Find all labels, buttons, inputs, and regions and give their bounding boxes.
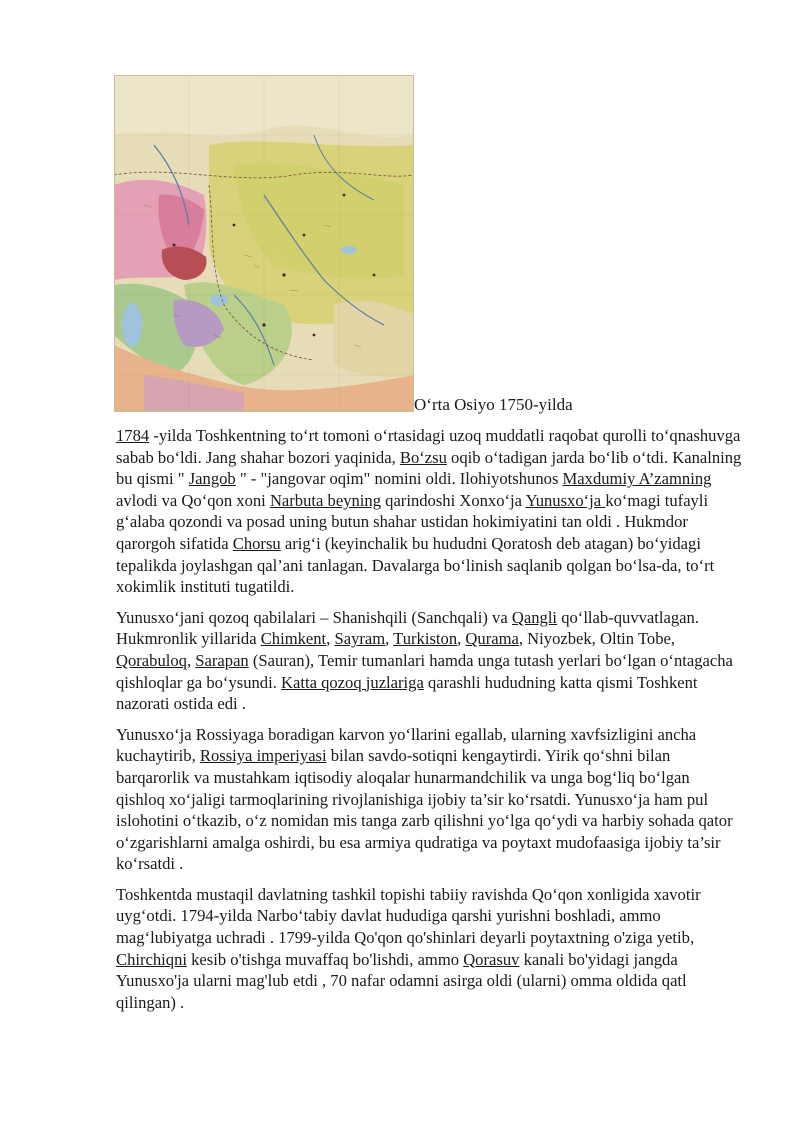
inline-link[interactable]: Narbuta beyning xyxy=(269,490,381,510)
inline-link[interactable]: Chorsu xyxy=(232,533,281,553)
paragraph-4 xyxy=(116,884,742,1014)
paragraph-text: ko‘magi tufayli g‘alaba qozondi va posad uning butun shahar ustidan hokimiyatini tan oldi . Hukmdor qarorgoh sifatida xyxy=(116,490,709,553)
map-illustration xyxy=(114,75,414,412)
paragraph-text: , Niyozbek, Oltin Tobe, xyxy=(518,629,676,649)
paragraph-text: , xyxy=(457,629,466,649)
paragraph-text: qo‘llab-quvvatlagan. Hukmronlik yillarida xyxy=(116,607,699,649)
inline-link[interactable]: Chimkent xyxy=(260,629,327,649)
paragraph-text: oqib o‘tadigan jarda bo‘lib o‘tdi. Kanalning bu qismi " xyxy=(116,447,742,489)
article-body xyxy=(116,425,742,1022)
inline-link[interactable]: Sarapan xyxy=(195,650,249,670)
paragraph-text: Yunusxo‘ja Rossiyaga boradigan karvon yo‘llarini egallab, ularning xavfsizligini ancha kuchaytirib, xyxy=(116,724,697,766)
paragraph-text: kesib o'tishga muvaffaq bo'lishdi, ammo xyxy=(186,949,464,969)
paragraph-text: Yunusxo‘jani qozoq qabilalari – Shanishqili (Sanchqali) va xyxy=(116,607,512,627)
inline-link[interactable]: Qorabuloq xyxy=(116,650,187,670)
inline-link[interactable]: Qorasuv xyxy=(463,949,520,969)
inline-link[interactable]: Qurama xyxy=(465,629,519,649)
inline-link[interactable]: Qangli xyxy=(511,607,558,627)
paragraph-text: , xyxy=(326,629,335,649)
paragraph-text: bilan savdo-sotiqni kengaytirdi. Yirik qo‘shni bilan barqarorlik va mustahkam iqtisodiy aloqalar hunarmandchilik va unga bog‘liq bo‘lgan qishloq xo‘jaligi tarmoqlarining rivojlanishiga ijobiy ta’sir ko‘rsatdi. Yunusxo‘ja ham pul islohotini o‘tkazib, o‘z nomidan mis tanga zarb qilishni yo‘lga qo‘ydi va harbiy sohada qator o‘zgarishlarni amalga oshirdi, bu esa armiya qudratiga va poytaxt mudofaasiga ijobiy ta’sir ko‘rsatdi . xyxy=(116,746,733,874)
paragraph-text: , xyxy=(186,650,196,670)
paragraph-text: qarashli hududning katta qismi Toshkent nazorati ostida edi . xyxy=(116,672,698,714)
paragraph-text: Toshkentda mustaqil davlatning tashkil topishi tabiiy ravishda Qo‘qon xonligida xavotir uyg‘otdi. 1794-yilda Narbo‘tabiy davlat hududiga qarshi yurishni boshladi, ammo mag‘lubiyatga uchradi . 1799-yilda Qo'qon qo'shinlari deyarli poytaxtning o'ziga yetib, xyxy=(116,884,701,948)
paragraph-2 xyxy=(116,607,742,715)
paragraph-text: qarindoshi Xonxo‘ja xyxy=(381,490,526,510)
inline-link[interactable]: Katta qozoq juzlariga xyxy=(281,672,424,692)
inline-link[interactable]: Maxdumiy A’zamning xyxy=(562,469,712,489)
inline-link[interactable]: Chirchiqni xyxy=(116,949,187,969)
inline-link[interactable]: Rossiya imperiyasi xyxy=(199,746,327,766)
inline-link[interactable]: 1784 xyxy=(116,426,150,445)
paragraph-text: avlodi va Qo‘qon xoni xyxy=(116,490,270,510)
figure-caption: O‘rta Osiyo 1750-yilda xyxy=(414,395,573,414)
inline-link[interactable]: Sayram xyxy=(334,629,386,649)
paragraph-1 xyxy=(116,425,742,598)
paragraph-text: (Sauran), Temir tumanlari hamda unga tutash yerlari bo‘lgan o‘ntagacha qishloqlar ga bo‘ysundi. xyxy=(116,650,733,692)
paragraph-text: arig‘i (keyinchalik bu hududni Qoratosh deb atagan) bo‘yidagi tepalikda joylashgan qal’ani tanlagan. Davalarga bo‘linish saqlanib qolgan bo‘lsa-da, to‘rt xokimlik instituti tugatildi. xyxy=(116,533,715,597)
paragraph-3 xyxy=(116,724,742,875)
paragraph-text: -yilda Toshkentning to‘rt tomoni o‘rtasidagi uzoq muddatli raqobat qurolli to‘qnashuvga sabab bo‘ldi. Jang shahar bozori yaqinida, xyxy=(116,426,741,467)
historical-map-image xyxy=(114,75,414,412)
inline-link[interactable]: Yunusxo‘ja xyxy=(525,490,606,510)
inline-link[interactable]: Bo‘zsu xyxy=(399,447,447,467)
paragraph-text: " - "jangovar oqim" nomini oldi. Ilohiyotshunos xyxy=(235,469,563,489)
paragraph-text: , xyxy=(385,629,394,649)
paragraph-text: kanali bo'yidagi jangda Yunusxo'ja ularni mag'lub etdi , 70 nafar odamni asirga oldi (ularni) omma oldida qatl qilingan) . xyxy=(116,949,687,1012)
inline-link[interactable]: Jangob xyxy=(188,469,236,489)
inline-link[interactable]: Turkiston xyxy=(393,629,458,649)
